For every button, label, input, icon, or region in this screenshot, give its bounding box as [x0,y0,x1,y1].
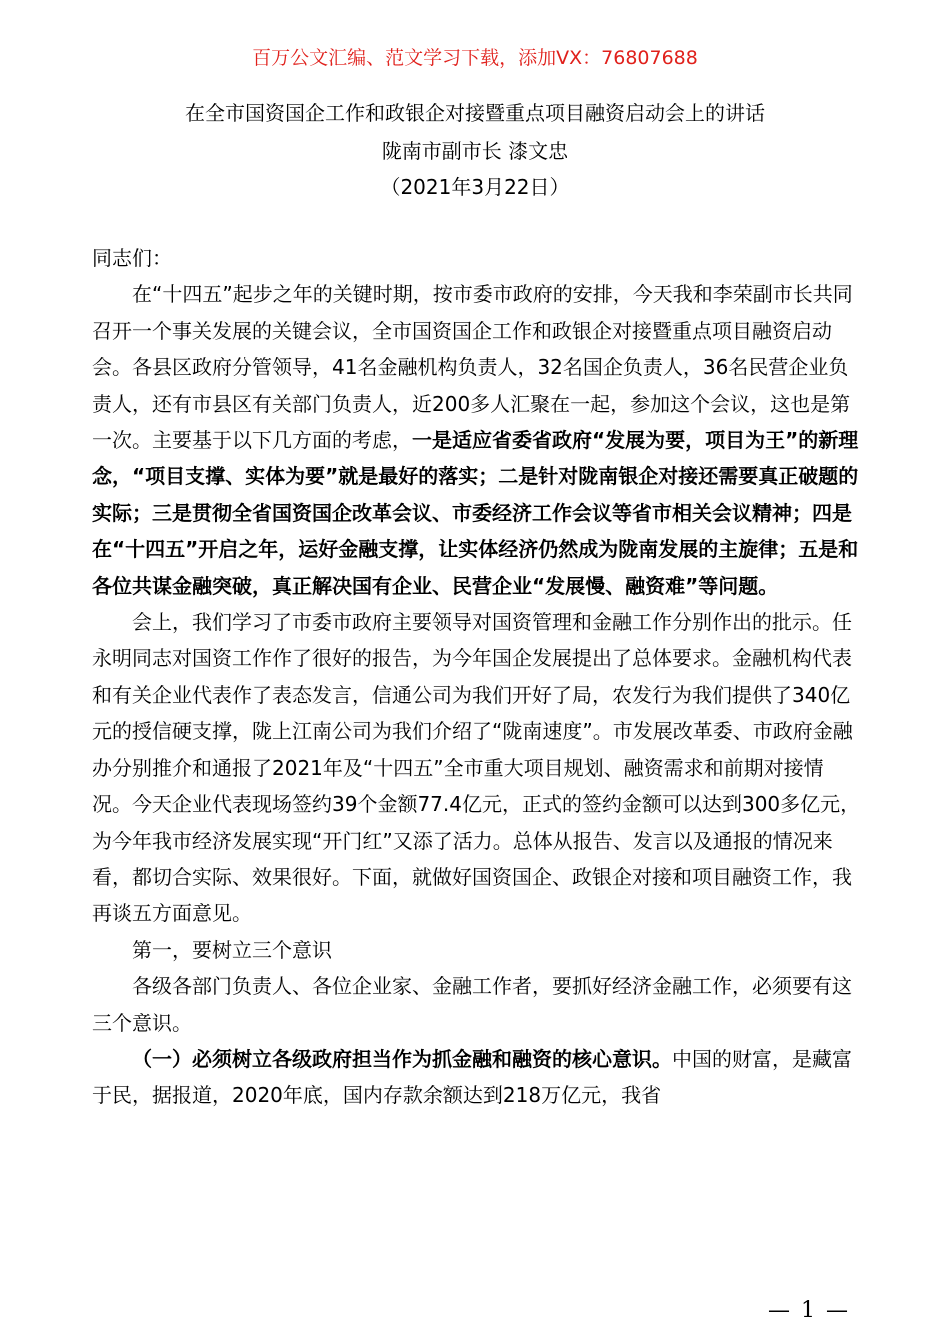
date-line: （2021年3月22日） [380,175,570,199]
section-heading-1: 第一，要树立三个意识 [132,937,332,962]
paragraph-1 [92,276,862,604]
paragraph-2: 会上，我们学习了市委市政府主要领导对国资管理和金融工作分别作出的批示。任永明同志对国资工作作了很好的报告，为今年国企发展提出了总体要求。金融机构代表和有关企业代表作了表态发言，信通公司为我们开好了局，农发行为我们提供了340亿元的授信硬支撑，陇上江南公司为我们介绍了“陇南速度”。市发展改革委、市政府金融办分别推介和通报了2021年及“十四五”全市重大项目规划、融资需求和前期对接情况。今天企业代表现场签约39个金额77.4亿元，正式的签约金额可以达到300多亿元，为今年我市经济发展实现“开门红”又添了活力。总体从报告、发言以及通报的情况来看，都切合实际、效果很好。下面，就做好国资国企、政银企对接和项目融资工作，我再谈五方面意见。 [92,610,861,926]
speech-body [92,240,862,1114]
author-line: 陇南市副市长 漆文忠 [381,139,569,163]
watermark-banner: 百万公文汇编、范文学习下载，添加VX：76807688 [252,47,698,69]
paragraph-4-text: 中国的财富，是藏富于民，据报道，2020年底，国内存款余额达到218万亿元，我省 [92,1046,852,1108]
paragraph-4 [92,1041,862,1114]
greeting: 同志们： [92,246,172,270]
page-number: — 1 — [768,1298,850,1323]
paragraph-4-bold-heading: （一）必须树立各级政府担当作为抓金融和融资的核心意识。 [132,1046,672,1071]
paragraph-1-bold-text: 一是适应省委省政府“发展为要，项目为王”的新理念，“项目支撑、实体为要”就是最好的落实；二是针对陇南银企对接还需要真正破题的实际；三是贯彻全省国资国企改革会议、市委经济工作会议等省市相关会议精神；四是在“十四五”开启之年，运好金融支撑，让实体经济仍然成为陇南发展的主旋律；五是和各位共谋金融突破，真正解决国有企业、民营企业“发展慢、融资难”等问题。 [92,428,859,598]
speech-title: 在全市国资国企工作和政银企对接暨重点项目融资启动会上的讲话 [185,101,765,125]
paragraph-3: 各级各部门负责人、各位企业家、金融工作者，要抓好经济金融工作，必须要有这三个意识。 [92,974,852,1035]
paragraph-1-text: 在“十四五”起步之年的关键时期，按市委市政府的安排，今天我和李荣副市长共同召开一个事关发展的关键会议，全市国资国企工作和政银企对接暨重点项目融资启动会。各县区政府分管领导，41名金融机构负责人，32名国企负责人，36名民营企业负责人，还有市县区有关部门负责人，近200多人汇聚在一起，参加这个会议，这也是第一次。主要基于以下几方面的考虑， [92,282,853,453]
